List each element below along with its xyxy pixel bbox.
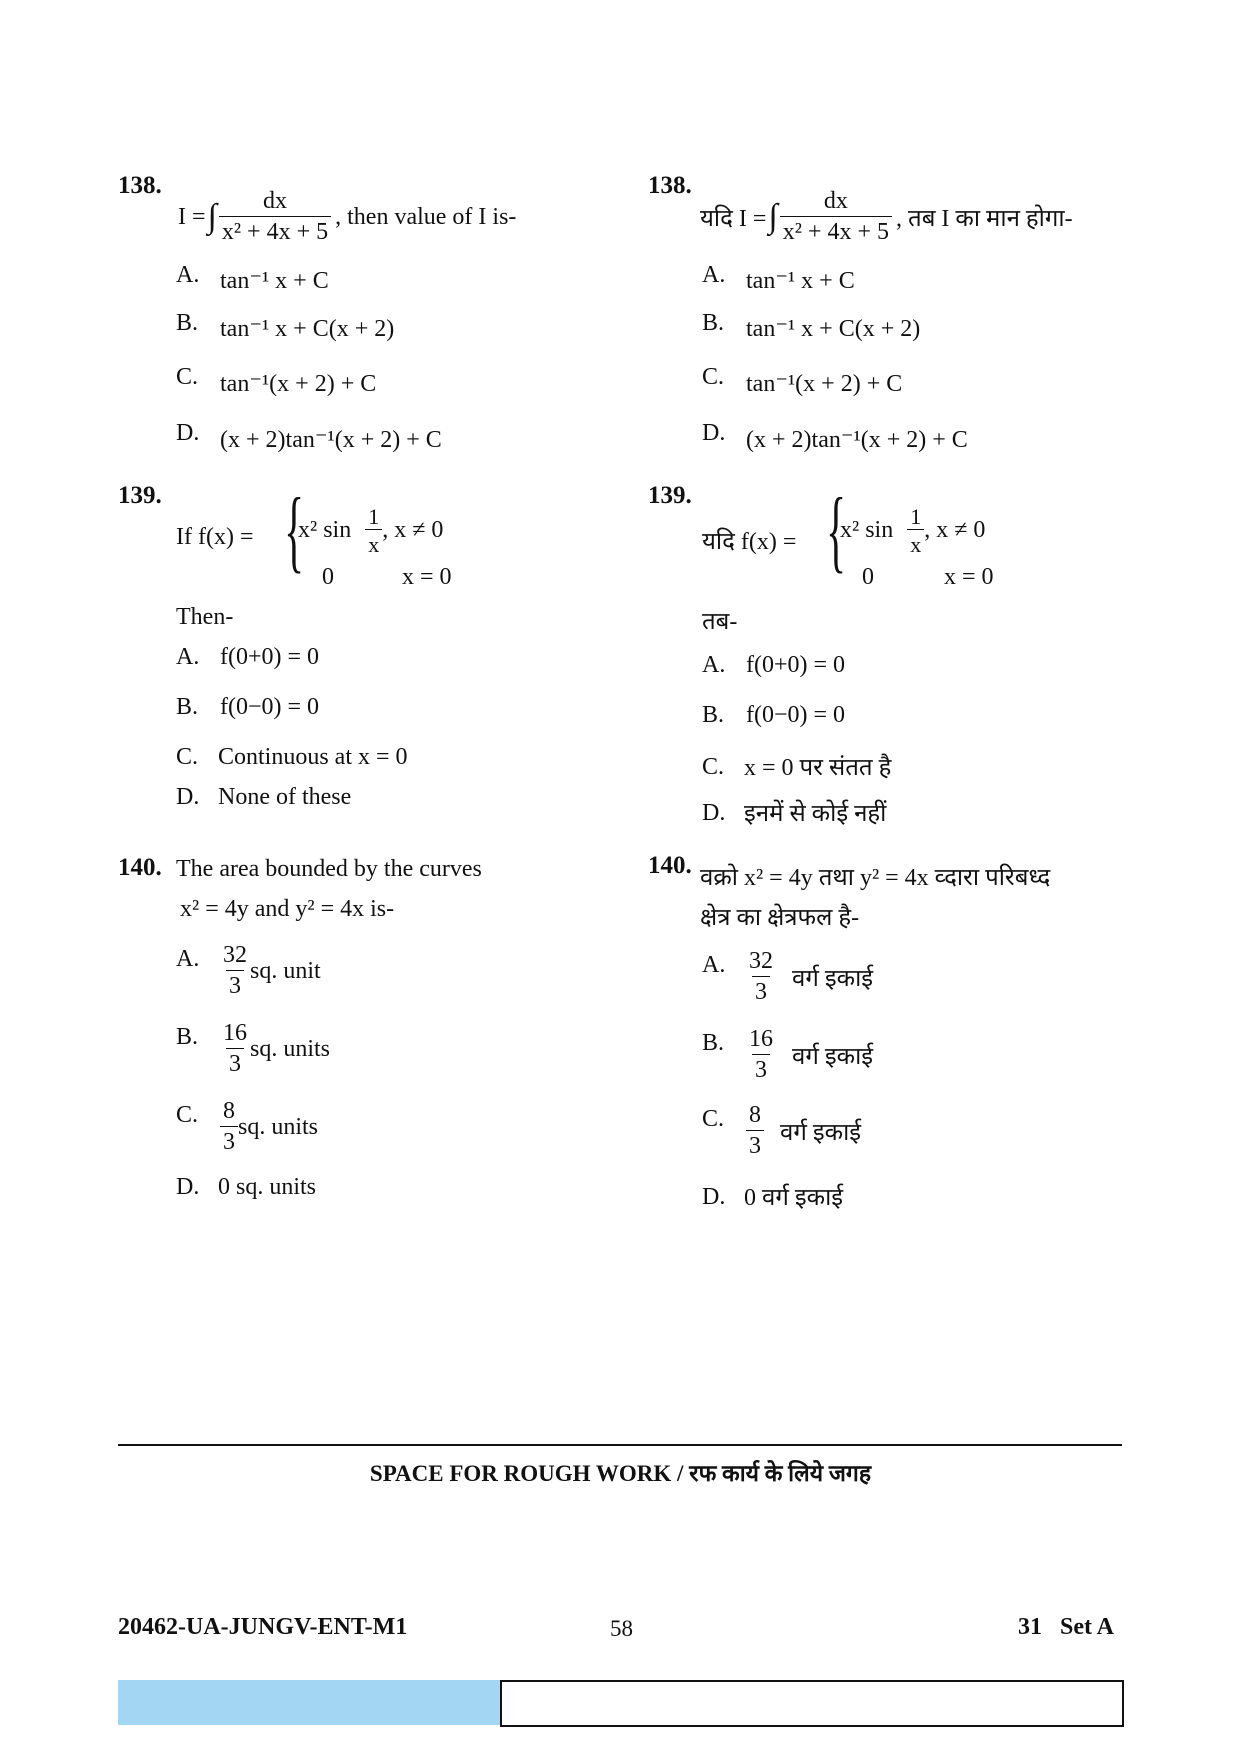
piecewise-brace: { xyxy=(284,479,305,581)
function-prefix: यदि f(x) = xyxy=(702,529,797,555)
case-fraction xyxy=(907,504,924,558)
option-text: Continuous at x = 0 xyxy=(218,744,408,770)
case-fraction xyxy=(365,504,382,558)
fraction-denominator: x xyxy=(365,529,382,557)
option-label: B. xyxy=(176,310,199,336)
integral-sign: ∫ xyxy=(207,198,217,236)
option-text: tan⁻¹(x + 2) + C xyxy=(220,371,377,397)
option-label: D. xyxy=(176,1174,200,1200)
fraction-numerator: 32 xyxy=(223,942,247,968)
option-label: D. xyxy=(176,784,200,810)
option-text: (x + 2)tan⁻¹(x + 2) + C xyxy=(746,427,968,453)
option-text: 0 वर्ग इकाई xyxy=(744,1185,844,1211)
function-prefix: If f(x) = xyxy=(176,524,254,550)
footer-color-bar xyxy=(118,1680,500,1725)
question-number: 140. xyxy=(648,852,692,879)
set-label: 31 Set A xyxy=(1018,1614,1114,1640)
option-label: B. xyxy=(702,702,725,728)
question-text: The area bounded by the curves xyxy=(176,856,482,882)
option-text: None of these xyxy=(218,784,352,810)
question-text: क्षेत्र का क्षेत्रफल है- xyxy=(700,905,860,931)
option-fraction xyxy=(220,1020,330,1078)
piecewise-case-2: 0 xyxy=(862,564,874,590)
fraction-numerator: 1 xyxy=(368,504,380,529)
case-expression: x² sin xyxy=(840,517,894,544)
option-label: A. xyxy=(176,946,200,972)
option-text: f(0−0) = 0 xyxy=(746,702,846,728)
fraction-numerator: dx xyxy=(823,188,848,214)
fraction-denominator: 3 xyxy=(226,1048,244,1079)
integral-fraction xyxy=(780,188,892,246)
case-condition: x = 0 xyxy=(944,564,994,590)
unit-text: sq. unit xyxy=(250,957,321,984)
integral-fraction xyxy=(219,188,331,246)
question-number: 138. xyxy=(648,172,692,199)
option-label: A. xyxy=(702,952,726,978)
rough-work-divider xyxy=(118,1444,1122,1446)
piecewise-case-1 xyxy=(298,504,443,558)
option-label: C. xyxy=(176,1102,199,1128)
option-label: A. xyxy=(702,262,726,288)
option-label: D. xyxy=(702,800,726,826)
option-label: C. xyxy=(702,364,725,390)
fraction-numerator: 16 xyxy=(749,1026,773,1052)
case-expression: x² sin xyxy=(298,517,352,544)
option-text: f(0−0) = 0 xyxy=(220,694,320,720)
fraction-denominator: x xyxy=(907,529,924,557)
question-number: 139. xyxy=(648,482,692,509)
fraction-denominator: 3 xyxy=(752,976,770,1007)
question-number: 140. xyxy=(118,854,162,881)
fraction-denominator: 3 xyxy=(220,1126,238,1157)
option-label: B. xyxy=(702,1030,725,1056)
integral-lhs: यदि I = xyxy=(700,205,767,232)
option-text: tan⁻¹ x + C xyxy=(220,268,329,294)
unit-text: वर्ग इकाई xyxy=(792,965,874,992)
fraction-denominator: x² + 4x + 5 xyxy=(780,216,892,247)
option-label: D. xyxy=(702,420,726,446)
option-text: f(0+0) = 0 xyxy=(220,644,320,670)
option-label: A. xyxy=(176,644,200,670)
option-label: A. xyxy=(702,652,726,678)
fraction-denominator: 3 xyxy=(746,1130,764,1161)
option-label: B. xyxy=(176,694,199,720)
option-text: x = 0 पर संतत है xyxy=(744,755,892,781)
option-fraction xyxy=(220,942,321,1000)
fraction-numerator: 1 xyxy=(910,504,922,529)
question-text: वक्रो x² = 4y तथा y² = 4x व्दारा परिबध्द xyxy=(700,865,1051,891)
question-number: 138. xyxy=(118,172,162,199)
option-fraction xyxy=(220,1098,318,1156)
then-text: Then- xyxy=(176,604,234,630)
then-text: तब- xyxy=(702,609,738,635)
option-label: B. xyxy=(176,1024,199,1050)
option-label: A. xyxy=(176,262,200,288)
case-condition: , x ≠ 0 xyxy=(924,517,986,544)
footer-empty-box xyxy=(500,1680,1124,1727)
paper-code: 20462-UA-JUNGV-ENT-M1 xyxy=(118,1614,408,1640)
unit-text: sq. units xyxy=(250,1035,331,1062)
case-condition: x = 0 xyxy=(402,564,452,590)
piecewise-brace: { xyxy=(826,479,847,581)
question-number: 139. xyxy=(118,482,162,509)
piecewise-case-2: 0 xyxy=(322,564,334,590)
option-text: (x + 2)tan⁻¹(x + 2) + C xyxy=(220,427,442,453)
option-label: D. xyxy=(702,1184,726,1210)
fraction-numerator: 16 xyxy=(223,1020,247,1046)
option-fraction xyxy=(746,1026,873,1084)
fraction-denominator: 3 xyxy=(752,1054,770,1085)
fraction-numerator: 8 xyxy=(223,1098,235,1124)
option-label: C. xyxy=(702,1106,725,1132)
question-138-stem xyxy=(700,188,1073,246)
option-fraction xyxy=(746,948,873,1006)
fraction-numerator: 8 xyxy=(749,1102,761,1128)
option-text: tan⁻¹ x + C(x + 2) xyxy=(746,316,921,342)
page-number: 58 xyxy=(610,1616,633,1641)
integral-sign: ∫ xyxy=(768,198,778,236)
piecewise-case-1 xyxy=(840,504,985,558)
option-label: B. xyxy=(702,310,725,336)
option-text: tan⁻¹ x + C(x + 2) xyxy=(220,316,395,342)
question-tail: , तब I का मान होगा- xyxy=(896,205,1073,232)
question-138-stem xyxy=(178,188,516,246)
integral-lhs: I = xyxy=(178,203,206,230)
option-label: C. xyxy=(702,754,725,780)
fraction-numerator: dx xyxy=(262,188,287,214)
rough-work-heading: SPACE FOR ROUGH WORK / रफ कार्य के लिये जगह xyxy=(369,1461,872,1486)
option-label: C. xyxy=(176,744,199,770)
option-text: 0 sq. units xyxy=(218,1174,317,1200)
question-tail: , then value of I is- xyxy=(335,203,517,230)
option-text: tan⁻¹ x + C xyxy=(746,268,855,294)
option-fraction xyxy=(746,1102,861,1160)
unit-text: वर्ग इकाई xyxy=(792,1043,874,1070)
case-condition: , x ≠ 0 xyxy=(382,517,444,544)
option-text: tan⁻¹(x + 2) + C xyxy=(746,371,903,397)
option-text: इनमें से कोई नहीं xyxy=(744,801,887,827)
fraction-denominator: x² + 4x + 5 xyxy=(219,216,331,247)
option-label: D. xyxy=(176,420,200,446)
fraction-denominator: 3 xyxy=(226,970,244,1001)
unit-text: वर्ग इकाई xyxy=(780,1119,862,1146)
question-text: x² = 4y and y² = 4x is- xyxy=(180,896,395,922)
option-label: C. xyxy=(176,364,199,390)
fraction-numerator: 32 xyxy=(749,948,773,974)
option-text: f(0+0) = 0 xyxy=(746,652,846,678)
unit-text: sq. units xyxy=(238,1113,319,1140)
